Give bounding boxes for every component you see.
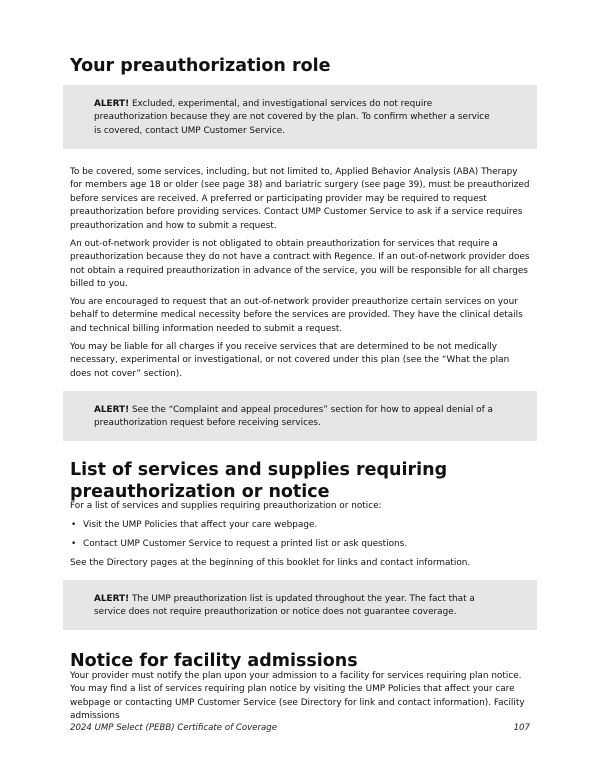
alert-text: The UMP preauthorization list is updated throughout the year. The fact that a service does not require preauthorization or notice does not guarantee coverage. bbox=[94, 594, 475, 618]
alert-box bbox=[63, 85, 537, 149]
alert-label: ALERT! bbox=[94, 594, 130, 604]
list-item-text: Contact UMP Customer Service to request a printed list or ask questions. bbox=[83, 539, 408, 550]
section-heading-services-list: List of services and supplies requiring preauthorization or notice bbox=[70, 460, 448, 502]
paragraph: To be covered, some services, including, but not limited to, Applied Behavior Analysis (ABA) Therapy for members age 18 or older (see page 38) and bariatric surgery (see page 39), must be preauthorized before services are received. A preferred or participating provider may be required to request preauthorization before providing services. Contact UMP Customer Service to ask if a service requires preauthorization and how to submit a request. bbox=[70, 167, 530, 231]
page-footer bbox=[70, 723, 530, 733]
paragraph: See the Directory pages at the beginning of this booklet for links and contact information. bbox=[70, 558, 471, 568]
section-heading-facility-admissions: Notice for facility admissions bbox=[70, 651, 358, 671]
paragraph: For a list of services and supplies requiring preauthorization or notice: bbox=[70, 501, 382, 511]
alert-box bbox=[63, 580, 537, 630]
alert-label: ALERT! bbox=[94, 405, 130, 415]
section-heading-preauthorization-role: Your preauthorization role bbox=[70, 56, 331, 76]
alert-label: ALERT! bbox=[94, 99, 130, 109]
bullet-icon: • bbox=[71, 539, 77, 550]
alert-text: See the “Complaint and appeal procedures” section for how to appeal denial of a preauthorization request before receiving services. bbox=[94, 405, 493, 429]
services-bullet-list bbox=[70, 519, 532, 552]
page-number: 107 bbox=[513, 723, 530, 733]
bullet-icon: • bbox=[71, 520, 77, 530]
paragraph: You are encouraged to request that an out-of-network provider preauthorize certain services on your behalf to determine medical necessity before the services are provided. They have the clinical details and technical billing information needed to submit a request. bbox=[70, 297, 523, 334]
list-item bbox=[70, 538, 532, 551]
alert-box bbox=[63, 391, 537, 441]
alert-text: Excluded, experimental, and investigational services do not require preauthorization because they are not covered by the plan. To confirm whether a service is covered, contact UMP Customer Service. bbox=[94, 99, 490, 136]
paragraph: An out-of-network provider is not obligated to obtain preauthorization for services that require a preauthorization because they do not have a contract with Regence. If an out-of-network provider does not obtain a required preauthorization in advance of the service, you will be responsible for all charges billed to you. bbox=[70, 239, 530, 290]
paragraph: You may be liable for all charges if you receive services that are determined to be not medically necessary, experimental or investigational, or not covered under this plan (see the “What the plan does not cover” section). bbox=[70, 342, 510, 379]
list-item bbox=[70, 519, 532, 532]
list-item-text: Visit the UMP Policies that affect your care webpage. bbox=[83, 520, 318, 530]
paragraph: Your provider must notify the plan upon your admission to a facility for services requiring plan notice. You may find a list of services requiring plan notice by visiting the UMP Policies that affect your care webpage or contacting UMP Customer Service (see Directory for link and contact information). Facility admissions bbox=[70, 671, 525, 722]
footer-title: 2024 UMP Select (PEBB) Certificate of Coverage bbox=[70, 723, 278, 733]
